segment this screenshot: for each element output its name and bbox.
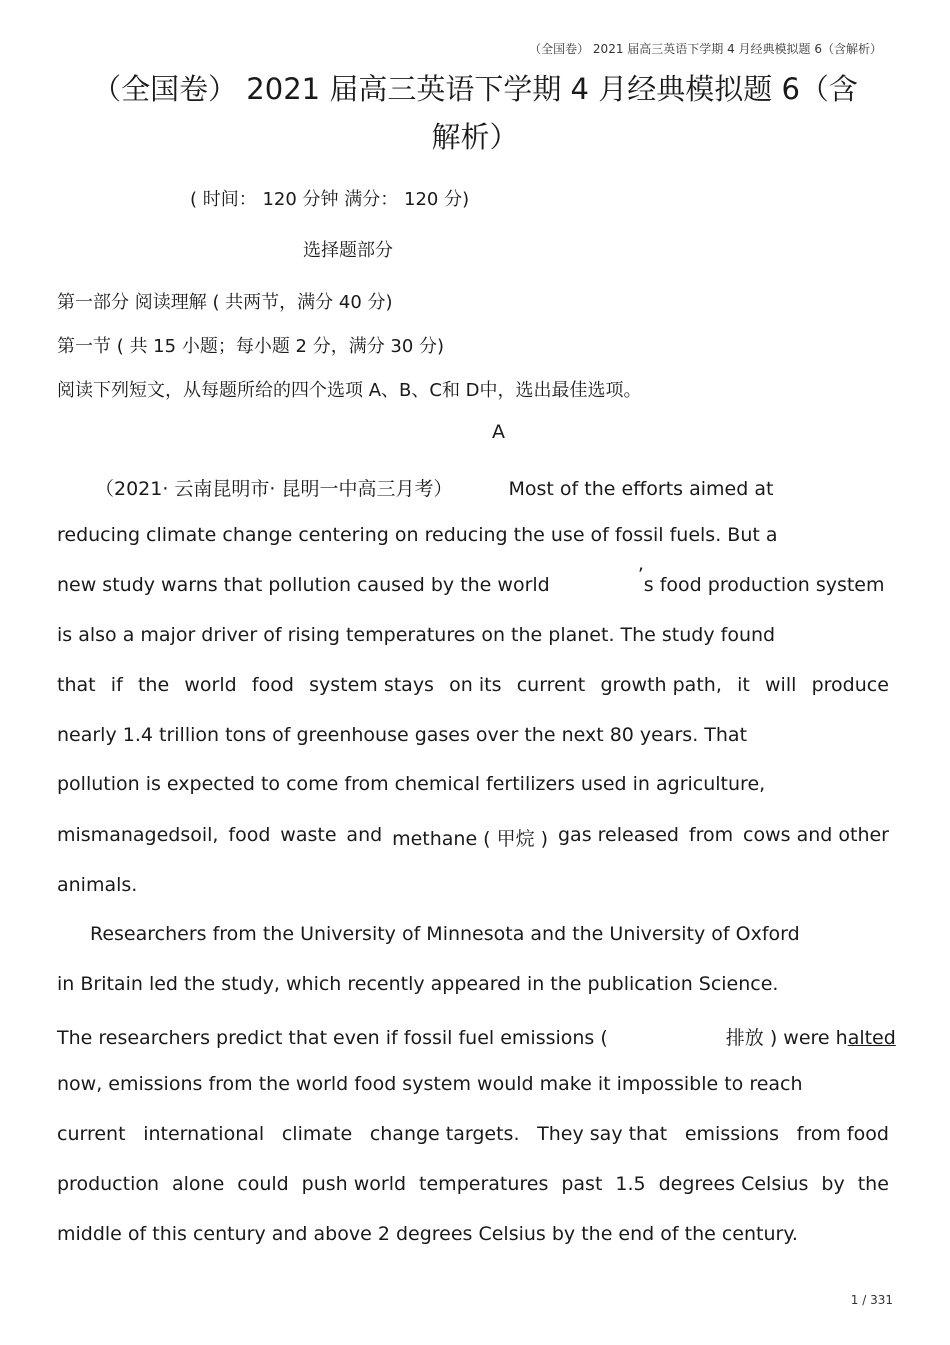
passage-line <box>57 564 885 596</box>
word: the <box>857 1173 889 1195</box>
page-number: 1 / 331 <box>850 1293 893 1307</box>
passage-line: in Britain led the study, which recently appeared in the publication Science. <box>57 973 779 995</box>
underlined-word: alted <box>847 1027 896 1049</box>
passage-line-justified <box>57 674 889 696</box>
word: that <box>57 674 96 696</box>
word: current <box>57 1123 126 1145</box>
passage-line <box>57 1023 914 1050</box>
subsection-heading: 第一节 ( 共 15 小题；每小题 2 分，满分 30 分) <box>57 336 445 357</box>
word: gas released <box>558 824 679 846</box>
word: temperatures <box>419 1173 549 1195</box>
passage-text: The researchers predict that even if fossil fuel emissions ( <box>57 1027 608 1049</box>
word: alone <box>172 1173 225 1195</box>
passage-line-justified <box>57 1173 889 1195</box>
word: growth path, <box>600 674 722 696</box>
section-title: 选择题部分 <box>303 240 393 261</box>
word: emissions <box>684 1123 779 1145</box>
passage-line <box>95 474 773 501</box>
running-header: （全国卷） 2021 届高三英语下学期 4 月经典模拟题 6（含解析） <box>529 42 882 56</box>
passage-source: （2021· 云南昆明市· 昆明一中高三月考） <box>95 478 453 500</box>
word: produce <box>811 674 889 696</box>
document-title-line-1: （全国卷） 2021 届高三英语下学期 4 月经典模拟题 6（含 <box>92 72 858 106</box>
passage-line: is also a major driver of rising temperatures on the planet. The study found <box>57 624 776 646</box>
word: by <box>821 1173 845 1195</box>
word: world <box>184 674 237 696</box>
passage-line: reducing climate change centering on reducing the use of fossil fuels. But a <box>57 524 778 546</box>
word: methane ( 甲烷 ) <box>392 828 549 850</box>
part-heading: 第一部分 阅读理解 ( 共两节，满分 40 分) <box>57 292 393 313</box>
word: They say that <box>537 1123 668 1145</box>
word: food <box>251 674 294 696</box>
word: cows and other <box>743 824 889 846</box>
exam-meta: ( 时间： 120 分钟 满分： 120 分) <box>190 189 470 210</box>
word: change targets. <box>369 1123 520 1145</box>
word: push world <box>301 1173 407 1195</box>
word: from food <box>796 1123 889 1145</box>
instruction: 阅读下列短文，从每题所给的四个选项 A、B、C和 D中，选出最佳选项。 <box>57 380 642 401</box>
word: it <box>737 674 750 696</box>
word: if <box>110 674 123 696</box>
word: could <box>237 1173 289 1195</box>
passage-line: middle of this century and above 2 degrees Celsius by the end of the century. <box>57 1223 798 1245</box>
word: and <box>346 824 383 846</box>
passage-line: nearly 1.4 trillion tons of greenhouse gases over the next 80 years. That <box>57 724 748 746</box>
passage-line-justified <box>57 824 889 851</box>
word: system stays <box>309 674 434 696</box>
word: international <box>143 1123 265 1145</box>
passage-text: new study warns that pollution caused by the world <box>57 574 550 596</box>
passage-line: pollution is expected to come from chemical fertilizers used in agriculture, <box>57 773 766 795</box>
document-title-line-2: 解析） <box>431 120 519 154</box>
passage-label: A <box>492 421 505 443</box>
passage-text: s food production system <box>643 574 885 596</box>
word: degrees Celsius <box>658 1173 809 1195</box>
apostrophe: ’ <box>637 564 644 586</box>
word: waste <box>280 824 337 846</box>
word: production <box>57 1173 160 1195</box>
passage-line-justified <box>57 1123 889 1145</box>
passage-line: now, emissions from the world food system would make it impossible to reach <box>57 1073 803 1095</box>
word: will <box>765 674 797 696</box>
passage-line: Researchers from the University of Minnesota and the University of Oxford <box>90 923 800 945</box>
passage-line: animals. <box>57 874 138 896</box>
word: the <box>137 674 170 696</box>
word: current <box>516 674 586 696</box>
passage-text: 排放 ) were h <box>725 1027 848 1049</box>
word: on its <box>449 674 502 696</box>
word: mismanagedsoil, <box>57 824 219 846</box>
word: food <box>228 824 271 846</box>
word: climate <box>281 1123 353 1145</box>
word: from <box>688 824 734 846</box>
passage-text: Most of the efforts aimed at <box>508 478 774 500</box>
word: 1.5 <box>615 1173 646 1195</box>
word: past <box>561 1173 603 1195</box>
